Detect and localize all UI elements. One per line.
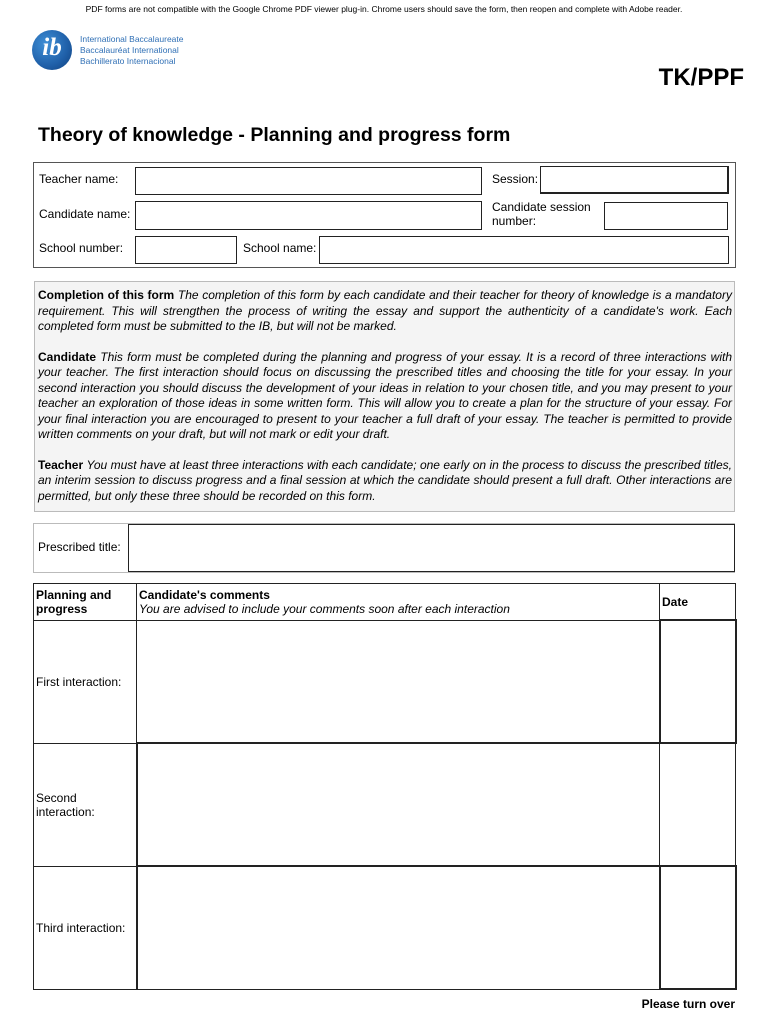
candidate-comments-header	[137, 584, 660, 621]
school-name-field[interactable]	[319, 236, 729, 264]
teacher-name-label: Teacher name:	[39, 172, 119, 186]
ib-logo-icon	[32, 30, 72, 70]
first-interaction-date-field[interactable]	[660, 620, 736, 743]
teacher-instruction	[38, 458, 732, 505]
completion-instruction	[38, 288, 732, 335]
ib-logo-text	[80, 34, 184, 67]
completion-text: The completion of this form by each candidate and their teacher for theory of knowledge is a mandatory requirement. This will strengthen the process of writing the essay and support the authenticity of a candidate's work. Each completed form must be submitted to the IB, but will not be marked.	[38, 288, 732, 333]
third-interaction-label: Third interaction:	[34, 866, 137, 989]
school-name-label: School name:	[243, 241, 317, 255]
please-turn-over: Please turn over	[641, 997, 735, 1011]
candidate-name-label: Candidate name:	[39, 207, 131, 221]
teacher-text: You must have at least three interactions with each candidate; one early on in the process to discuss the prescribed titles, an interim session to discuss progress and a final session at which the candidate should present a full draft. Other interactions are permitted, but only these three should be recorded on this form.	[38, 457, 732, 503]
prescribed-title-label: Prescribed title:	[38, 540, 121, 554]
third-interaction-comment-field[interactable]	[137, 866, 660, 989]
table-row	[34, 866, 736, 989]
first-interaction-label: First interaction:	[34, 620, 137, 743]
second-interaction-date-field[interactable]	[660, 743, 736, 866]
candidate-comments-title: Candidate's comments	[139, 587, 270, 602]
logo-line: Baccalauréat International	[80, 45, 179, 55]
session-field[interactable]	[540, 166, 729, 194]
teacher-heading: Teacher	[38, 457, 84, 472]
candidate-instruction	[38, 350, 732, 443]
table-row	[34, 620, 736, 743]
date-header: Date	[660, 584, 736, 621]
logo-line: Bachillerato Internacional	[80, 56, 176, 66]
planning-progress-table	[33, 583, 737, 990]
teacher-name-field[interactable]	[135, 167, 482, 195]
candidate-name-field[interactable]	[135, 201, 482, 230]
table-header-row	[34, 584, 736, 621]
table-row	[34, 743, 736, 866]
session-label: Session:	[492, 172, 539, 186]
candidate-heading: Candidate	[38, 349, 97, 364]
prescribed-title-field[interactable]	[128, 524, 735, 572]
planning-progress-header: Planning and progress	[34, 584, 137, 621]
completion-heading: Completion of this form	[38, 288, 175, 302]
second-interaction-label: Second interaction:	[34, 743, 137, 866]
candidate-text: This form must be completed during the planning and progress of your essay. It is a record of three interactions with your teacher. The first interaction should focus on discussing the prescribed titles and choosing the title for your essay. In your second interaction you should discuss the development of your ideas in relation to your chosen title, and you may present to your teacher an exploration of those ideas in some written form. This will allow you to create a plan for the structure of your essay. For your final interaction you are encouraged to present to your teacher a full draft of your essay. The teacher is permitted to provide written comments on your draft, but will not mark or edit your draft.	[38, 349, 732, 441]
candidate-session-number-field[interactable]	[604, 202, 728, 230]
third-interaction-date-field[interactable]	[660, 866, 736, 989]
form-code: TK/PPF	[658, 64, 744, 91]
ib-logo-mark: ib	[42, 34, 62, 61]
chrome-compatibility-notice: PDF forms are not compatible with the Google Chrome PDF viewer plug-in. Chrome users should save the form, then reopen and complete with Adobe reader.	[85, 4, 683, 14]
first-interaction-comment-field[interactable]	[137, 620, 660, 743]
logo-line: International Baccalaureate	[80, 34, 184, 44]
candidate-comments-subtitle: You are advised to include your comments soon after each interaction	[139, 601, 510, 616]
school-number-label: School number:	[39, 241, 124, 255]
instructions-box	[34, 281, 735, 512]
page-title: Theory of knowledge - Planning and progress form	[38, 124, 511, 146]
school-number-field[interactable]	[135, 236, 237, 264]
second-interaction-comment-field[interactable]	[137, 743, 660, 866]
candidate-session-number-label: Candidate session number:	[492, 200, 591, 228]
candidate-details-box	[33, 162, 736, 268]
prescribed-title-box	[33, 523, 735, 573]
